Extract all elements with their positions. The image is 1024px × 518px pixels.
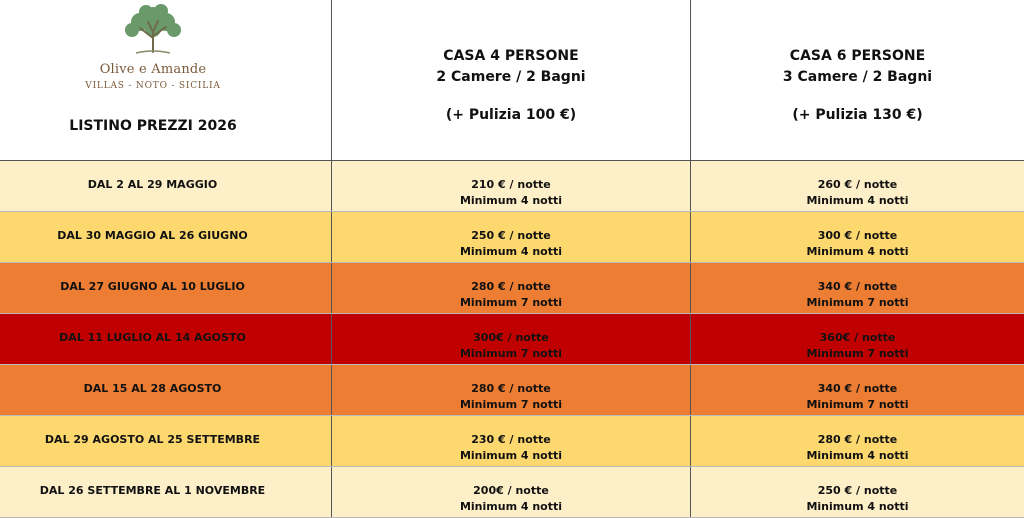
brand-subtitle: VILLAS - NOTO - SICILIA	[85, 81, 221, 91]
minimum-stay: Minimum 7 notti	[459, 398, 563, 411]
price-cell-casa-4	[332, 212, 691, 262]
table-header	[0, 0, 1024, 161]
period-cell: DAL 30 MAGGIO AL 26 GIUGNO	[0, 212, 332, 262]
price-per-night: 250 € / notte	[471, 229, 551, 242]
minimum-stay: Minimum 4 notti	[806, 194, 909, 207]
price-cell-casa-6	[691, 314, 1024, 364]
table-row	[0, 365, 1024, 416]
minimum-stay: Minimum 7 notti	[806, 347, 909, 360]
price-per-night: 340 € / notte	[817, 382, 898, 395]
price-cell-casa-4	[332, 467, 691, 517]
price-cell-casa-6	[691, 365, 1024, 415]
price-per-night: 200€ / notte	[473, 484, 549, 497]
price-cell-casa-6	[691, 212, 1024, 262]
table-row	[0, 212, 1024, 263]
minimum-stay: Minimum 4 notti	[459, 245, 563, 258]
price-per-night: 210 € / notte	[471, 178, 551, 191]
column-subtitle: 3 Camere / 2 Bagni	[782, 69, 933, 85]
price-per-night: 280 € / notte	[471, 382, 551, 395]
brand-name: Olive e Amande	[99, 62, 207, 77]
price-per-night: 300€ / notte	[473, 331, 549, 344]
column-title: CASA 4 PERSONE	[443, 48, 579, 64]
table-row	[0, 263, 1024, 314]
minimum-stay: Minimum 4 notti	[459, 500, 563, 513]
price-per-night: 280 € / notte	[471, 280, 551, 293]
price-per-night: 280 € / notte	[817, 433, 898, 446]
minimum-stay: Minimum 4 notti	[806, 500, 909, 513]
price-per-night: 260 € / notte	[817, 178, 898, 191]
minimum-stay: Minimum 4 notti	[459, 194, 563, 207]
minimum-stay: Minimum 4 notti	[806, 449, 909, 462]
minimum-stay: Minimum 7 notti	[806, 296, 909, 309]
brand-logo	[83, 2, 223, 91]
olive-tree-icon	[118, 2, 188, 56]
column-title: CASA 6 PERSONE	[789, 48, 926, 64]
price-list-title: LISTINO PREZZI 2026	[69, 118, 237, 134]
price-cell-casa-4	[332, 161, 691, 211]
price-cell-casa-6	[691, 467, 1024, 517]
minimum-stay: Minimum 7 notti	[459, 347, 563, 360]
price-cell-casa-4	[332, 416, 691, 466]
price-cell-casa-4	[332, 365, 691, 415]
price-per-night: 230 € / notte	[471, 433, 551, 446]
price-per-night: 340 € / notte	[817, 280, 898, 293]
period-cell: DAL 27 GIUGNO AL 10 LUGLIO	[0, 263, 332, 313]
column-header-casa-6	[691, 0, 1024, 160]
table-row	[0, 314, 1024, 365]
price-cell-casa-4	[332, 314, 691, 364]
column-header-casa-4	[332, 0, 691, 160]
table-row	[0, 416, 1024, 467]
table-row	[0, 467, 1024, 518]
minimum-stay: Minimum 4 notti	[459, 449, 563, 462]
price-per-night: 250 € / notte	[817, 484, 898, 497]
period-cell: DAL 26 SETTEMBRE AL 1 NOVEMBRE	[0, 467, 332, 517]
price-per-night: 360€ / notte	[819, 331, 896, 344]
price-cell-casa-6	[691, 161, 1024, 211]
table-row	[0, 161, 1024, 212]
cleaning-fee: (+ Pulizia 130 €)	[792, 107, 923, 123]
period-cell: DAL 15 AL 28 AGOSTO	[0, 365, 332, 415]
period-cell: DAL 11 LUGLIO AL 14 AGOSTO	[0, 314, 332, 364]
cleaning-fee: (+ Pulizia 100 €)	[445, 107, 577, 123]
minimum-stay: Minimum 4 notti	[806, 245, 909, 258]
price-cell-casa-4	[332, 263, 691, 313]
brand-header-cell	[0, 0, 332, 160]
period-cell: DAL 2 AL 29 MAGGIO	[0, 161, 332, 211]
minimum-stay: Minimum 7 notti	[806, 398, 909, 411]
period-cell: DAL 29 AGOSTO AL 25 SETTEMBRE	[0, 416, 332, 466]
price-cell-casa-6	[691, 263, 1024, 313]
price-rows	[0, 161, 1024, 518]
price-per-night: 300 € / notte	[817, 229, 898, 242]
minimum-stay: Minimum 7 notti	[459, 296, 563, 309]
price-cell-casa-6	[691, 416, 1024, 466]
column-subtitle: 2 Camere / 2 Bagni	[436, 69, 586, 85]
